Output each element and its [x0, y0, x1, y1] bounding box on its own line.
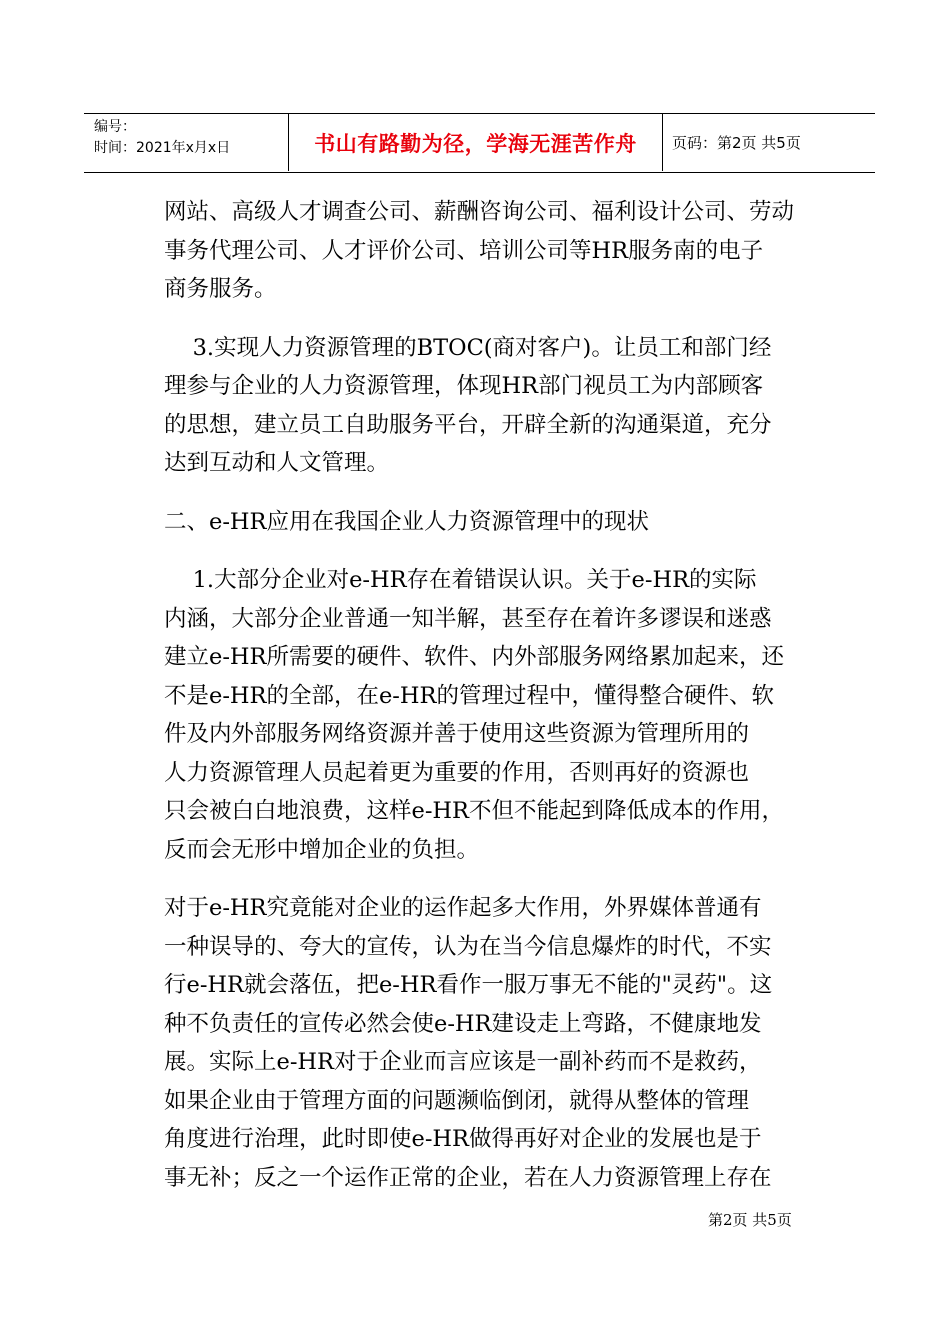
text-line: 达到互动和人文管理。: [164, 450, 390, 476]
text-line: 二、e-HR应用在我国企业人力资源管理中的现状: [164, 508, 649, 535]
text-line: 不是e-HR的全部，在e-HR的管理过程中，懂得整合硬件、软: [164, 682, 774, 709]
text-line: 只会被白白地浪费，这样e-HR不但不能起到降低成本的作用，: [164, 798, 784, 824]
header-meta: [94, 117, 230, 159]
document-header: [84, 113, 875, 173]
text-line: 事务代理公司、人才评价公司、培训公司等HR服务南的电子: [164, 237, 764, 264]
text-line: 如果企业由于管理方面的问题濒临倒闭，就得从整体的管理: [164, 1087, 750, 1114]
text-line: 事无补；反之一个运作正常的企业，若在人力资源管理上存在: [164, 1164, 772, 1191]
footer-page-number: 第2页 共5页: [708, 1211, 792, 1229]
document-body: [164, 193, 824, 1197]
header-motto-cell: [288, 114, 663, 171]
header-motto: 书山有路勤为径，学海无涯苦作舟: [314, 131, 637, 156]
section-heading: [164, 503, 824, 542]
document-time-label: 时间：2021年x月x日: [94, 140, 231, 156]
text-line: 内涵，大部分企业普通一知半解，甚至存在着许多谬误和迷惑: [164, 605, 772, 632]
paragraph: [164, 193, 824, 309]
paragraph: [164, 561, 824, 869]
text-line: 的思想，建立员工自助服务平台，开辟全新的沟通渠道，充分: [164, 411, 772, 438]
text-line: 网站、高级人才调查公司、薪酬咨询公司、福利设计公司、劳动: [164, 199, 795, 225]
text-line: 对于e-HR究竟能对企业的运作起多大作用，外界媒体普通有: [164, 895, 762, 921]
paragraph: [164, 889, 824, 1197]
header-page-label: 页码：第2页 共5页: [672, 134, 801, 152]
text-line: 件及内外部服务网络资源并善于使用这些资源为管理所用的: [164, 721, 750, 747]
text-line: 反而会无形中增加企业的负担。: [164, 836, 480, 863]
text-line: 一种误导的、夸大的宣传，认为在当今信息爆炸的时代，不实: [164, 933, 772, 960]
text-line: 行e-HR就会落伍，把e-HR看作一服万事无不能的"灵药"。这: [164, 972, 773, 998]
text-line: 角度进行治理，此时即使e-HR做得再好对企业的发展也是于: [164, 1126, 762, 1152]
text-line: 建立e-HR所需要的硬件、软件、内外部服务网络累加起来，还: [164, 644, 784, 670]
text-line: 理参与企业的人力资源管理，体现HR部门视员工为内部顾客: [164, 373, 764, 399]
text-line: 人力资源管理人员起着更为重要的作用，否则再好的资源也: [164, 759, 750, 786]
text-line: 商务服务。: [164, 276, 277, 302]
document-number-label: 编号：: [94, 119, 136, 135]
text-line: 1.大部分企业对e-HR存在着错误认识。关于e-HR的实际: [164, 567, 757, 593]
text-line: 展。实际上e-HR对于企业而言应该是一副补药而不是救药，: [164, 1049, 762, 1075]
paragraph: [164, 329, 824, 483]
page-footer: [708, 1209, 792, 1230]
header-page-number: [672, 114, 801, 171]
text-line: 3.实现人力资源管理的BTOC(商对客户)。让员工和部门经: [164, 334, 772, 361]
text-line: 种不负责任的宣传必然会使e-HR建设走上弯路，不健康地发: [164, 1010, 762, 1037]
